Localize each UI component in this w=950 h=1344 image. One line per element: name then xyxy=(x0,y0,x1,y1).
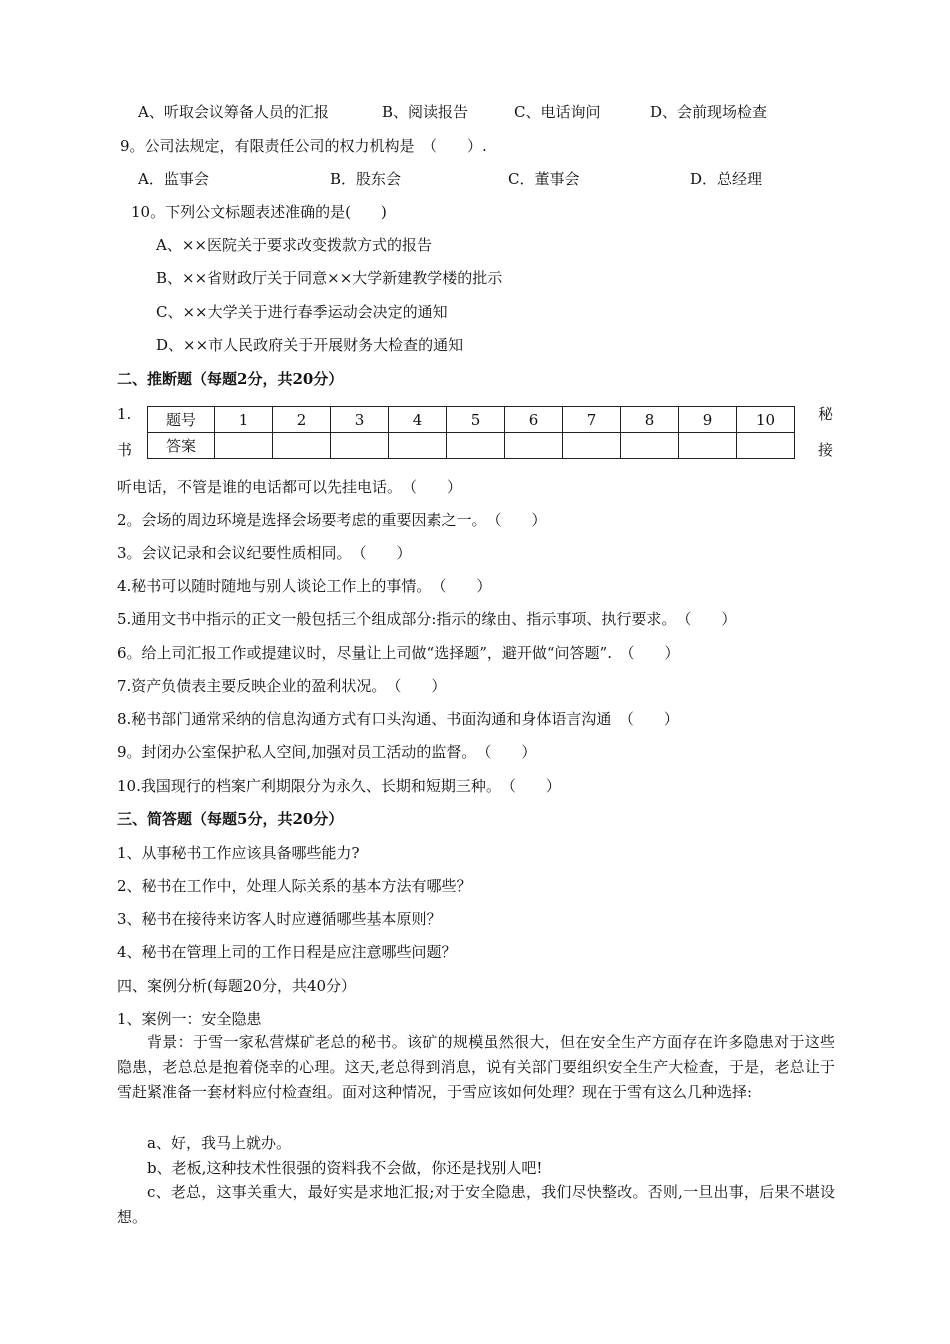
judge-item-4: 4.秘书可以随时随地与别人谈论工作上的事情。 （ ） xyxy=(117,577,492,595)
q8-option-b: B、阅读报告 xyxy=(382,103,469,121)
q10-option-d: D、××市人民政府关于开展财务大检查的通知 xyxy=(156,336,464,354)
q10-option-a: A、××医院关于要求改变拨款方式的报告 xyxy=(156,236,432,254)
judge-item-2: 2。会场的周边环境是选择会场要考虑的重要因素之一。 （ ） xyxy=(117,511,547,529)
table-number-9: 9 xyxy=(679,407,737,433)
judge-item-7: 7.资产负债表主要反映企业的盈利状况。 （ ） xyxy=(117,677,447,695)
case-choice-b: b、老板,这种技术性很强的资料我不会做，你还是找别人吧! xyxy=(147,1159,543,1177)
short-answer-2: 2、秘书在工作中，处理人际关系的基本方法有哪些？ xyxy=(117,877,472,895)
q9-option-a: A．监事会 xyxy=(138,170,209,188)
table-number-6: 6 xyxy=(505,407,563,433)
answer-cell[interactable] xyxy=(679,433,737,459)
judge-item-6: 6。给上司汇报工作或提建议时，尽量让上司做“选择题”，避开做“问答题”. （ ） xyxy=(117,644,680,662)
answer-cell[interactable] xyxy=(389,433,447,459)
answer-cell[interactable] xyxy=(215,433,273,459)
answer-cell[interactable] xyxy=(563,433,621,459)
case-background: 背景：于雪一家私营煤矿老总的秘书。该矿的规模虽然很大，但在安全生产方面存在许多隐患对于这些隐患，老总总是抱着侥幸的心理。这天,老总得到消息，说有关部门要组织安全生产大检查，于是，老总让于雪赶紧准备一套材料应付检查组。面对这种情况，于雪应该如何处理？现在于雪有这么几种选择: xyxy=(117,1033,835,1101)
q9-stem: 9。公司法规定，有限责任公司的权力机构是 （ ）. xyxy=(120,137,487,155)
answer-cell[interactable] xyxy=(331,433,389,459)
q10-option-c: C、××大学关于进行春季运动会决定的通知 xyxy=(156,303,448,321)
table-number-2: 2 xyxy=(273,407,331,433)
section4-heading: 四、案例分析(每题20分，共40分） xyxy=(117,977,357,995)
answer-table-answer-row xyxy=(148,433,795,459)
q8-option-c: C、电话询问 xyxy=(514,103,601,121)
q10-option-b: B、××省财政厅关于同意××大学新建教学楼的批示 xyxy=(156,269,503,287)
judge-item-5: 5.通用文书中指示的正文一般包括三个组成部分:指示的缘由、指示事项、执行要求。 （ ） xyxy=(117,610,737,628)
q8-option-d: D、会前现场检查 xyxy=(650,103,768,121)
short-answer-4: 4、秘书在管理上司的工作日程是应注意哪些问题？ xyxy=(117,943,457,961)
table-label-answer: 答案 xyxy=(148,433,215,459)
judge-item-8: 8.秘书部门通常采纳的信息沟通方式有口头沟通、书面沟通和身体语言沟通 （ ） xyxy=(117,710,679,728)
answer-cell[interactable] xyxy=(273,433,331,459)
q9-option-c: C．董事会 xyxy=(508,170,580,188)
answer-table-number-row xyxy=(148,407,795,433)
table-number-5: 5 xyxy=(447,407,505,433)
short-answer-3: 3、秘书在接待来访客人时应遵循哪些基本原则？ xyxy=(117,910,442,928)
q1-wrap-right-2: 接 xyxy=(818,441,834,459)
q1-wrap-left: 书 xyxy=(117,441,133,459)
case-choice-a: a、好，我马上就办。 xyxy=(147,1134,291,1152)
q10-stem: 10。下列公文标题表述准确的是( ) xyxy=(131,203,387,221)
q1-number: 1. xyxy=(117,405,132,423)
answer-cell[interactable] xyxy=(447,433,505,459)
table-label-number: 题号 xyxy=(148,407,215,433)
judge-item-3: 3。会议记录和会议纪要性质相同。 （ ） xyxy=(117,544,412,562)
table-number-3: 3 xyxy=(331,407,389,433)
q8-option-a: A、听取会议筹备人员的汇报 xyxy=(138,103,329,121)
judge-item-1-continued: 听电话，不管是谁的电话都可以先挂电话。 （ ） xyxy=(117,478,463,496)
answer-cell[interactable] xyxy=(737,433,795,459)
table-number-7: 7 xyxy=(563,407,621,433)
q9-option-b: B．股东会 xyxy=(330,170,402,188)
answer-cell[interactable] xyxy=(621,433,679,459)
table-number-4: 4 xyxy=(389,407,447,433)
table-number-10: 10 xyxy=(737,407,795,433)
judge-item-9: 9。封闭办公室保护私人空间,加强对员工活动的监督。 （ ） xyxy=(117,743,537,761)
section2-heading: 二、推断题（每题2分，共20分） xyxy=(117,370,344,388)
table-number-8: 8 xyxy=(621,407,679,433)
judge-item-10: 10.我国现行的档案广利期限分为永久、长期和短期三种。 （ ） xyxy=(117,777,561,795)
q9-option-d: D．总经理 xyxy=(690,170,763,188)
answer-cell[interactable] xyxy=(505,433,563,459)
answer-table xyxy=(147,406,795,459)
short-answer-1: 1、从事秘书工作应该具备哪些能力? xyxy=(117,844,360,862)
case-title: 1、案例一：安全隐患 xyxy=(117,1010,262,1028)
case-choice-c: c、老总，这事关重大，最好实是求地汇报;对于安全隐患，我们尽快整改。否则,一旦出事，后果不堪设想。 xyxy=(117,1183,835,1226)
q1-wrap-right-1: 秘 xyxy=(818,405,834,423)
table-number-1: 1 xyxy=(215,407,273,433)
section3-heading: 三、简答题（每题5分，共20分） xyxy=(117,810,344,828)
